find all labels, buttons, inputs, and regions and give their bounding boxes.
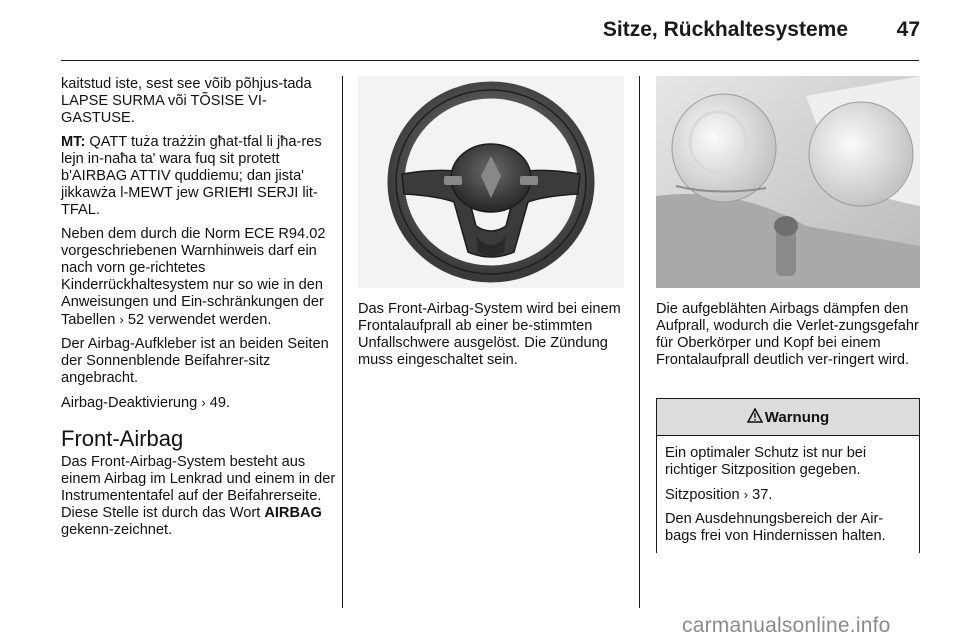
paragraph-estonian: kaitstud iste, sest see võib põhjus-tada LAPSE SURMA või TÕSISE VI-GASTUSE. xyxy=(61,76,312,126)
ref-link-49[interactable]: 49. xyxy=(209,395,231,411)
ref-link-37[interactable]: 37. xyxy=(752,487,773,503)
warning-paragraph-1: Ein optimaler Schutz ist nur bei richtiger Sitzposition gegeben. xyxy=(665,445,867,478)
airbag-deployed-image xyxy=(656,76,920,288)
warning-paragraph-2 xyxy=(665,486,911,504)
caption-airbag-effect: Die aufgeblähten Airbags dämpfen den Aufprall, wodurch die Verlet-zungsgefahr für Oberkörper und Kopf bei einem Frontalaufprall deutlich ver-ringert wird. xyxy=(656,301,919,368)
heading-front-airbag: Front-Airbag xyxy=(61,426,184,451)
warning-box xyxy=(656,398,920,553)
norm-text: Neben dem durch die Norm ECE R94.02 vorgeschriebenen Warnhinweis darf ein nach vorn ge-richtetes Kinderrückhaltesystem nur so wie in den Anweisungen und Ein-schränkungen der Tabellen xyxy=(61,226,326,328)
front-text-a: Das Front-Airbag-System besteht aus einem Airbag im Lenkrad und einem in der Instrumententafel auf der Beifahrerseite. Diese Stelle ist durch das Wort xyxy=(61,454,336,521)
page-number: 47 xyxy=(896,18,920,41)
column-right xyxy=(656,301,920,376)
warning-triangle-icon xyxy=(747,408,763,427)
warning-header xyxy=(657,399,919,436)
paragraph-norm xyxy=(61,226,337,329)
front-text-b: gekenn-zeichnet. xyxy=(61,522,173,538)
reference-arrow-icon: › xyxy=(743,487,749,502)
column-divider-2 xyxy=(639,76,640,608)
paragraph-deaktivierung xyxy=(61,394,337,412)
sitzposition-text: Sitzposition xyxy=(665,487,740,503)
warning-title: Warnung xyxy=(764,408,830,426)
paragraph-front-airbag xyxy=(61,454,337,539)
airbag-word: AIRBAG xyxy=(264,505,322,521)
maltese-text: QATT tuża trażżin għat-tfal li jħa-res lejn in-naħa ta' wara fuq sit protett b'AIRBAG ATTIV quddiemu; dan jista' jikkawża l-MEWT jew GRIEĦI SERJI lit-TFAL. xyxy=(61,134,322,218)
paragraph-aufkleber: Der Airbag-Aufkleber ist an beiden Seiten der Sonnenblende Beifahrer-sitz angebracht. xyxy=(61,336,329,386)
paragraph-maltese xyxy=(61,134,337,219)
column-divider-1 xyxy=(342,76,343,608)
ref-link-52[interactable]: 52 xyxy=(127,312,145,328)
steering-wheel-icon xyxy=(358,76,624,288)
watermark-text: carmanualsonline.info xyxy=(682,614,891,637)
caption-front-airbag: Das Front-Airbag-System wird bei einem Frontalaufprall ab einer be-stimmten Unfallschwere ausgelöst. Die Zündung muss eingeschaltet sein. xyxy=(358,301,621,368)
header-divider xyxy=(61,60,919,61)
warning-paragraph-3: Den Ausdehnungsbereich der Air-bags frei von Hindernissen halten. xyxy=(665,511,886,544)
page-header xyxy=(0,0,960,62)
reference-arrow-icon: › xyxy=(201,395,206,410)
airbag-icon xyxy=(656,76,920,288)
column-left xyxy=(61,76,337,546)
steering-wheel-image xyxy=(358,76,624,288)
mt-label: MT: xyxy=(61,134,86,150)
norm-text-end: verwendet werden. xyxy=(148,312,272,328)
deaktivierung-text: Airbag-Deaktivierung xyxy=(61,395,198,411)
warning-body xyxy=(657,436,919,545)
reference-arrow-icon: › xyxy=(119,312,124,327)
section-title: Sitze, Rückhaltesysteme xyxy=(602,18,848,41)
column-middle xyxy=(358,301,624,376)
